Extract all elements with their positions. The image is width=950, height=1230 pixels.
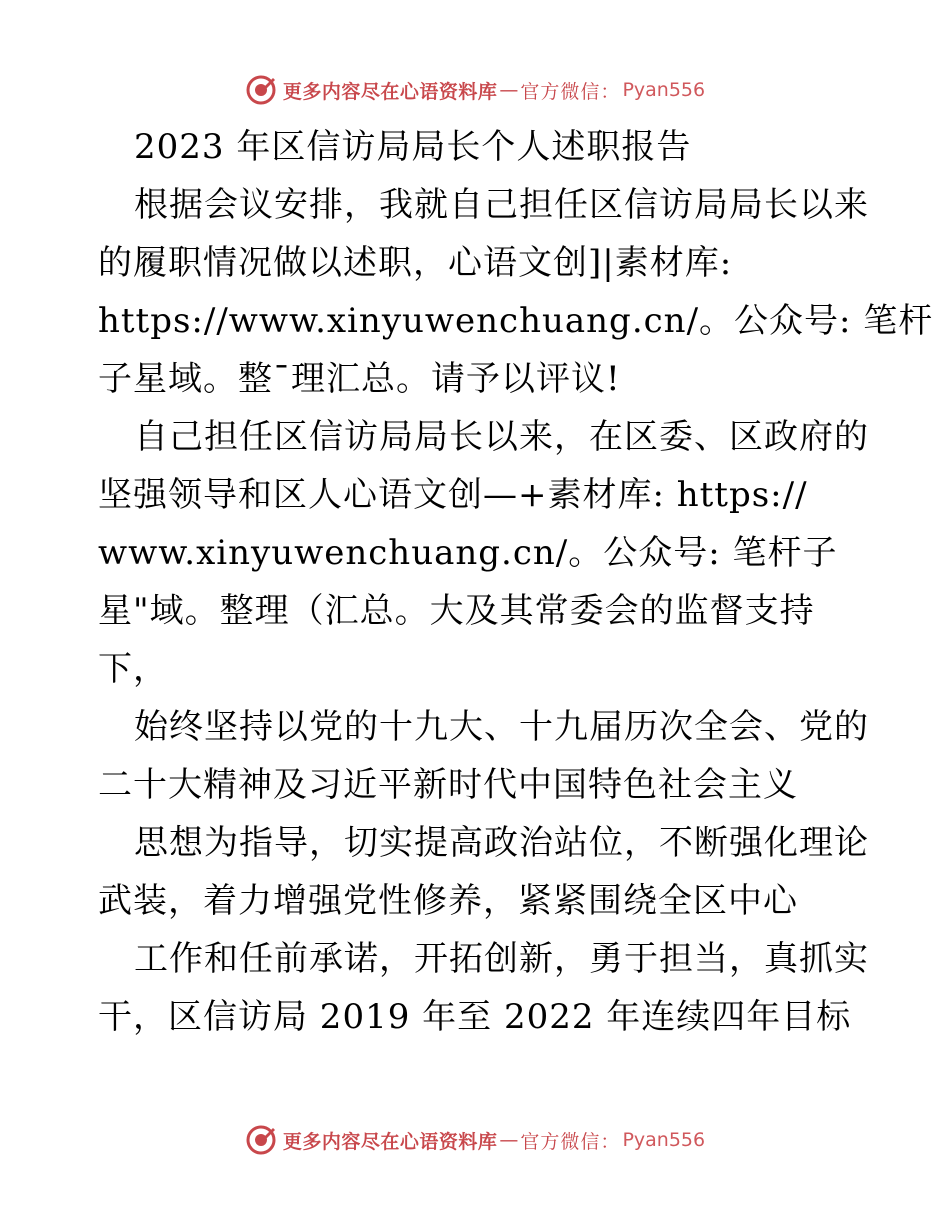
paragraph-line: 干，区信访局 2019 年至 2022 年连续四年目标 — [98, 997, 852, 1037]
paragraph-line: 的履职情况做以述职，心语文创]|素材库: — [98, 243, 733, 283]
document-title: 2023 年区信访局局长个人述职报告 — [134, 127, 692, 167]
quill-logo-icon — [245, 1124, 277, 1156]
paragraph-line: 思想为指导，切实提高政治站位，不断强化理论 — [134, 823, 869, 863]
header-watermark-banner — [0, 70, 950, 110]
banner-site-text: 更多内容尽在心语资料库 — [282, 80, 498, 103]
paragraph-line: www.xinyuwenchuang.cn/。公众号: 笔杆子 — [98, 533, 838, 573]
banner-site-text: 更多内容尽在心语资料库 — [282, 1130, 498, 1153]
banner-dash: — — [499, 79, 519, 101]
paragraph-line: 武装，着力增强党性修养，紧紧围绕全区中心 — [98, 881, 798, 921]
banner-official-label: 官方微信： — [520, 1130, 621, 1153]
banner-official-label: 官方微信： — [520, 80, 621, 103]
paragraph-line: 工作和任前承诺，开拓创新，勇于担当，真抓实 — [134, 939, 869, 979]
footer-watermark-banner — [0, 1120, 950, 1160]
paragraph-line: 子星域。整¯理汇总。请予以评议! — [98, 359, 621, 399]
paragraph-line: 始终坚持以党的十九大、十九届历次全会、党的 — [134, 707, 869, 747]
paragraph-line: 坚强领导和区人心语文创—+素材库: https:// — [98, 475, 808, 515]
paragraph-line: 二十大精神及习近平新时代中国特色社会主义 — [98, 765, 798, 805]
quill-logo-icon — [245, 74, 277, 106]
paragraph-line: 下， — [98, 649, 168, 689]
paragraph-line: 自己担任区信访局局长以来，在区委、区政府的 — [134, 417, 869, 457]
banner-dash: — — [499, 1129, 519, 1151]
paragraph-line: https://www.xinyuwenchuang.cn/。公众号: 笔杆 — [98, 301, 934, 341]
banner-wechat-id: Pyan556 — [622, 79, 706, 101]
paragraph-line: 星"域。整理（汇总。大及其常委会的监督支持 — [98, 591, 815, 631]
banner-wechat-id: Pyan556 — [622, 1129, 706, 1151]
paragraph-line: 根据会议安排，我就自己担任区信访局局长以来 — [134, 185, 869, 225]
